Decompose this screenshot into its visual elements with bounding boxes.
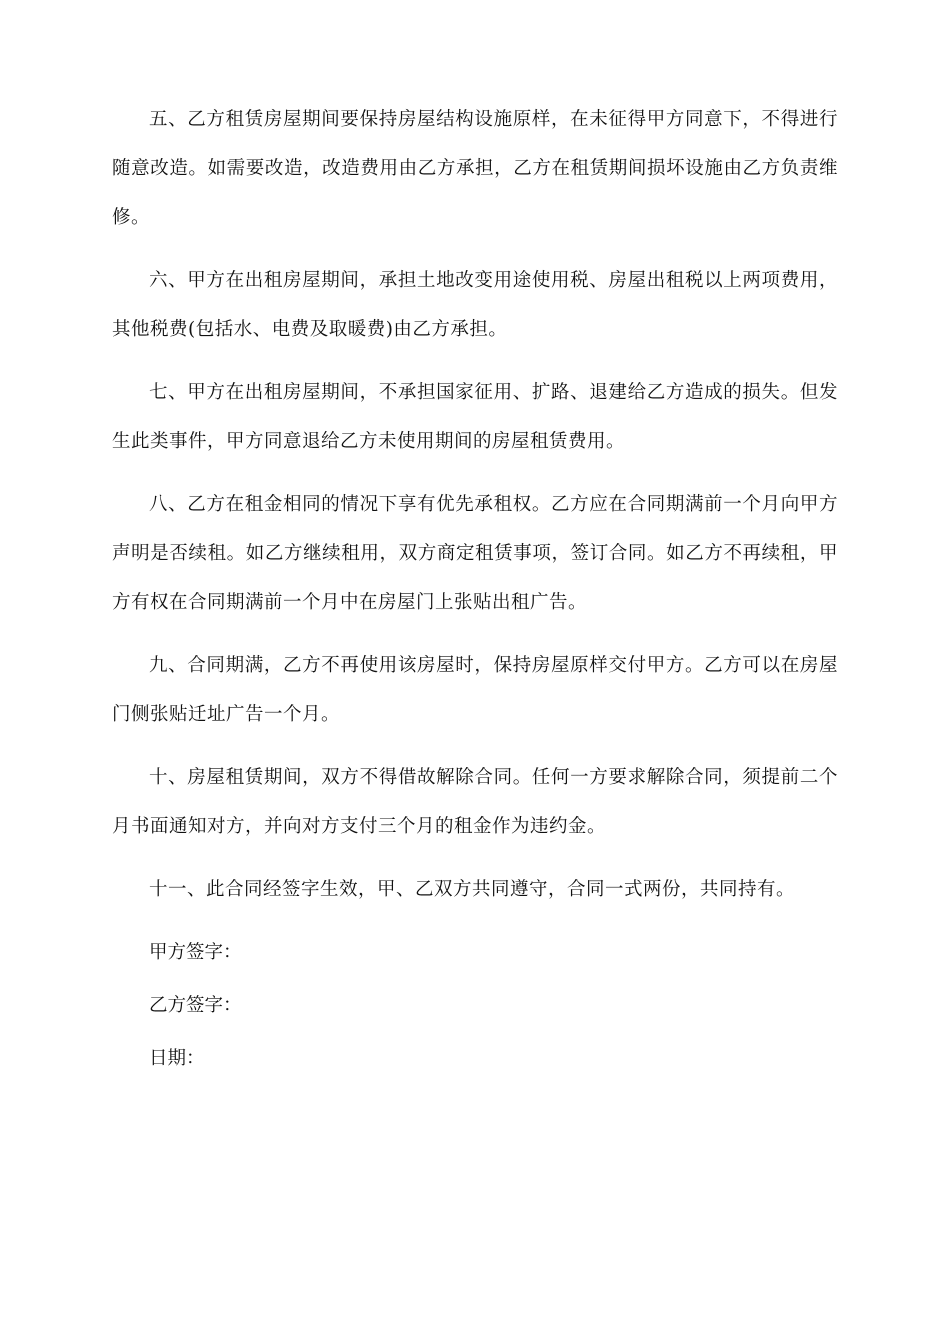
clause-11: 十一、此合同经签字生效，甲、乙双方共同遵守，合同一式两份，共同持有。 xyxy=(149,879,796,900)
date-label: 日期： xyxy=(149,1048,205,1069)
party-a-signature-label: 甲方签字： xyxy=(149,942,242,963)
clause-7: 七、甲方在出租房屋期间，不承担国家征用、扩路、退建给乙方造成的损失。但发生此类事件，甲方同意退给乙方未使用期间的房屋租赁费用。 xyxy=(112,382,838,452)
clause-5: 五、乙方租赁房屋期间要保持房屋结构设施原样，在未征得甲方同意下，不得进行随意改造。如需要改造，改造费用由乙方承担，乙方在租赁期间损坏设施由乙方负责维修。 xyxy=(112,109,838,228)
clause-9: 九、合同期满，乙方不再使用该房屋时，保持房屋原样交付甲方。乙方可以在房屋门侧张贴迁址广告一个月。 xyxy=(112,655,838,725)
clause-6: 六、甲方在出租房屋期间，承担土地改变用途使用税、房屋出租税以上两项费用，其他税费(包括水、电费及取暖费)由乙方承担。 xyxy=(112,270,838,340)
clause-10: 十、房屋租赁期间，双方不得借故解除合同。任何一方要求解除合同，须提前二个月书面通知对方，并向对方支付三个月的租金作为违约金。 xyxy=(112,767,838,837)
clause-8: 八、乙方在租金相同的情况下享有优先承租权。乙方应在合同期满前一个月向甲方声明是否续租。如乙方继续租用，双方商定租赁事项，签订合同。如乙方不再续租，甲方有权在合同期满前一个月中在房屋门上张贴出租广告。 xyxy=(112,494,838,613)
party-b-signature-label: 乙方签字： xyxy=(149,995,242,1016)
